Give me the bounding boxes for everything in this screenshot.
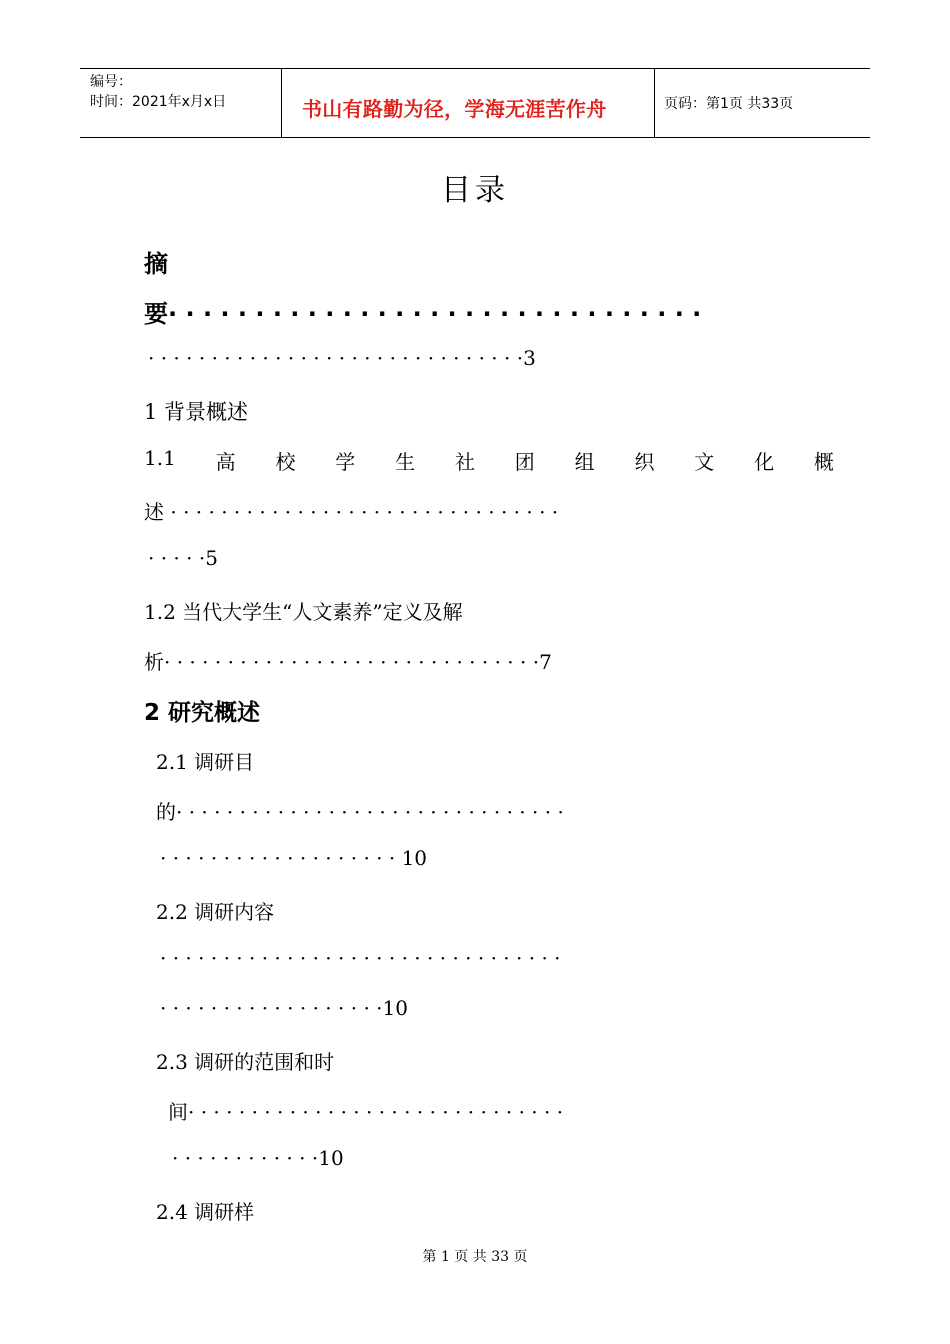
toc-line [144,294,701,329]
header-page-info: 页码：第1页 共33页 [664,96,794,112]
toc-part: 织 [634,450,655,474]
toc-part: 高 [215,450,236,474]
toc-part: 学 [335,450,356,474]
header-meta-cell [80,69,282,137]
toc-part: 概 [813,450,834,474]
toc-line: 2 研究概述 [144,700,261,726]
toc-line: 2.3 调研的范围和时 [156,1050,335,1074]
toc-line: · · · · ·5 [148,546,218,570]
page-title: 目录 [441,173,509,208]
toc-part: 校 [275,450,296,474]
motto-text: 书山有路勤为径，学海无涯苦作舟 [302,97,607,121]
header-motto-cell [282,69,655,137]
page-footer: 第 1 页 共 33 页 [422,1249,528,1265]
toc-part: 文 [694,450,715,474]
toc-line: · · · · · · · · · · · · · · · · · ·10 [160,996,408,1020]
toc-part: 生 [395,450,416,474]
toc-line: 2.1 调研目 [156,750,255,774]
toc-part: 团 [514,450,535,474]
toc-line: 的· · · · · · · · · · · · · · · · · · · · · · · · · · · · · · · [156,800,564,824]
toc-line: 2.4 调研样 [156,1200,255,1224]
toc-line-spread [144,446,834,475]
page-header [80,68,870,138]
toc-line: 析· · · · · · · · · · · · · · · · · · · · · · · · · · · · · ·7 [144,650,552,674]
toc-part: 1.1 [144,446,176,470]
toc-line: · · · · · · · · · · · ·10 [172,1146,344,1170]
toc-line: 1.2 当代大学生“人文素养”定义及解 [144,600,463,624]
toc-line: 摘 [144,250,168,278]
toc-line: 1 背景概述 [144,400,249,424]
toc-part: 社 [454,450,475,474]
number-label: 编号： [90,74,132,90]
toc-part: 组 [574,450,595,474]
toc-line: 述 · · · · · · · · · · · · · · · · · · · · · · · · · · · · · · · [144,500,559,524]
toc-entry-text: 要· · · · · · · · · · · · · · · · · · · · · · · · · · · · · · · [144,300,702,328]
toc-line: · · · · · · · · · · · · · · · · · · · · · · · · · · · · · · · · [160,946,561,970]
toc-part: 化 [754,450,775,474]
toc-line: 2.2 调研内容 [156,900,275,924]
toc-line: · · · · · · · · · · · · · · · · · · · · · · · · · · · · · ·3 [148,346,536,370]
toc-line: 间· · · · · · · · · · · · · · · · · · · · · · · · · · · · · · [168,1100,564,1124]
toc-line: · · · · · · · · · · · · · · · · · · · 10 [160,846,428,870]
time-label: 时间：2021年x月x日 [90,94,227,110]
